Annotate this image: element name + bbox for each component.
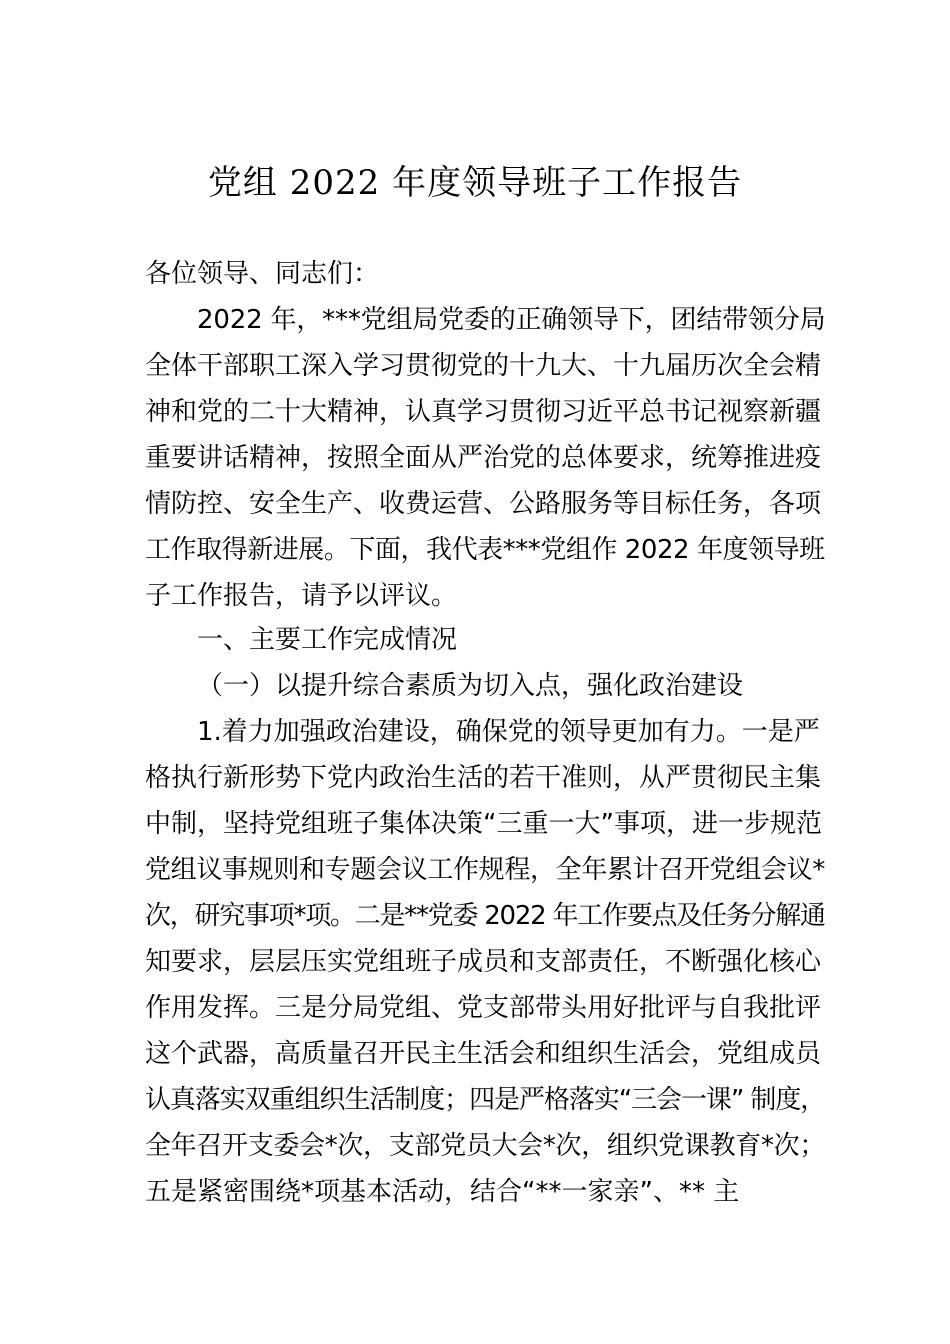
- paragraph-line: 这个武器，高质量召开民主生活会和组织生活会，党组成员: [145, 1039, 822, 1069]
- paragraph-line: 党组议事规则和专题会议工作规程，全年累计召开党组会议*: [145, 855, 826, 885]
- paragraph-line: 全体干部职工深入学习贯彻党的十九大、十九届历次全会精: [145, 351, 822, 381]
- paragraph-line: 认真落实双重组织生活制度；四是严格落实“三会一课” 制度，: [145, 1085, 826, 1115]
- paragraph-line: 1.着力加强政治建设，确保党的领导更加有力。一是严: [197, 717, 820, 747]
- paragraph-line: 情防控、安全生产、收费运营、公路服务等目标任务，各项: [145, 489, 822, 519]
- paragraph-line: 格执行新形势下党内政治生活的若干准则，从严贯彻民主集: [145, 763, 822, 793]
- paragraph-line: 知要求，层层压实党组班子成员和支部责任，不断强化核心: [145, 947, 822, 977]
- report-title: 党组 2022 年度领导班子工作报告: [207, 163, 743, 203]
- salutation: 各位领导、同志们：: [145, 259, 380, 289]
- paragraph-line: 中制，坚持党组班子集体决策“三重一大”事项，进一步规范: [145, 809, 822, 839]
- paragraph-line: 神和党的二十大精神，认真学习贯彻习近平总书记视察新疆: [145, 397, 822, 427]
- paragraph-line: 五是紧密围绕*项基本活动，结合“**一家亲”、** 主: [145, 1177, 740, 1207]
- paragraph-line: 工作取得新进展。下面，我代表***党组作 2022 年度领导班: [145, 535, 825, 565]
- paragraph-line: 子工作报告，请予以评议。: [145, 581, 458, 611]
- subsection-heading: （一）以提升综合素质为切入点，强化政治建设: [197, 671, 744, 701]
- section-heading: 一、主要工作完成情况: [197, 625, 458, 655]
- paragraph-line: 次，研究事项*项。二是**党委 2022 年工作要点及任务分解通: [145, 901, 825, 931]
- paragraph-line: 2022 年，***党组局党委的正确领导下，团结带领分局: [197, 305, 826, 335]
- paragraph-line: 全年召开支委会*次，支部党员大会*次，组织党课教育*次；: [145, 1131, 826, 1161]
- paragraph-line: 重要讲话精神，按照全面从严治党的总体要求，统筹推进疫: [145, 443, 822, 473]
- paragraph-line: 作用发挥。三是分局党组、党支部带头用好批评与自我批评: [145, 993, 822, 1023]
